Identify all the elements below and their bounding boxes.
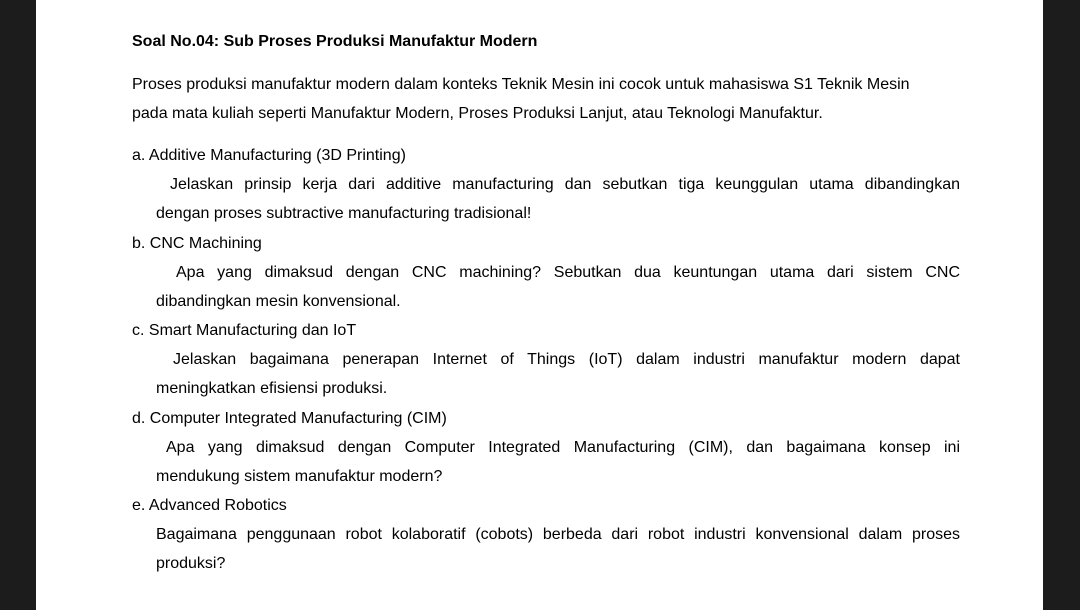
question-a [132,141,962,228]
document-page [36,0,1043,610]
question-heading: c. Smart Manufacturing dan IoT [132,322,357,339]
question-heading: e. Advanced Robotics [132,497,287,514]
question-e [132,491,962,578]
document-title: Soal No.04: Sub Proses Produksi Manufaktur Modern [132,33,538,50]
question-b [132,229,962,316]
question-line: Apa yang dimaksud dengan Computer Integrated Manufacturing (CIM), dan bagaimana konsep ini [166,439,960,456]
question-line: Bagaimana penggunaan robot kolaboratif (cobots) berbeda dari robot industri konvensional dalam proses [156,526,960,543]
question-d [132,404,962,491]
question-line: mendukung sistem manufaktur modern? [156,468,443,485]
question-line: produksi? [156,555,226,572]
question-body [156,258,960,316]
intro-line: Proses produksi manufaktur modern dalam konteks Teknik Mesin ini cocok untuk mahasiswa S1 Teknik Mesin [132,76,910,93]
question-line: Jelaskan bagaimana penerapan Internet of Things (IoT) dalam industri manufaktur modern dapat [173,351,960,368]
intro-paragraph [132,70,962,128]
question-body [156,433,960,491]
question-body [156,520,960,578]
question-line: dibandingkan mesin konvensional. [156,293,401,310]
question-heading: d. Computer Integrated Manufacturing (CIM) [132,410,447,427]
question-line: Jelaskan prinsip kerja dari additive manufacturing dan sebutkan tiga keunggulan utama dibandingkan [170,176,960,193]
question-c [132,316,962,403]
question-line: dengan proses subtractive manufacturing tradisional! [156,205,532,222]
question-body [156,170,960,228]
question-heading: a. Additive Manufacturing (3D Printing) [132,147,406,164]
intro-line: pada mata kuliah seperti Manufaktur Modern, Proses Produksi Lanjut, atau Teknologi Manufaktur. [132,105,823,122]
question-line: Apa yang dimaksud dengan CNC machining? Sebutkan dua keuntungan utama dari sistem CNC [176,264,960,281]
question-body [156,345,960,403]
question-heading: b. CNC Machining [132,235,262,252]
question-line: meningkatkan efisiensi produksi. [156,380,388,397]
